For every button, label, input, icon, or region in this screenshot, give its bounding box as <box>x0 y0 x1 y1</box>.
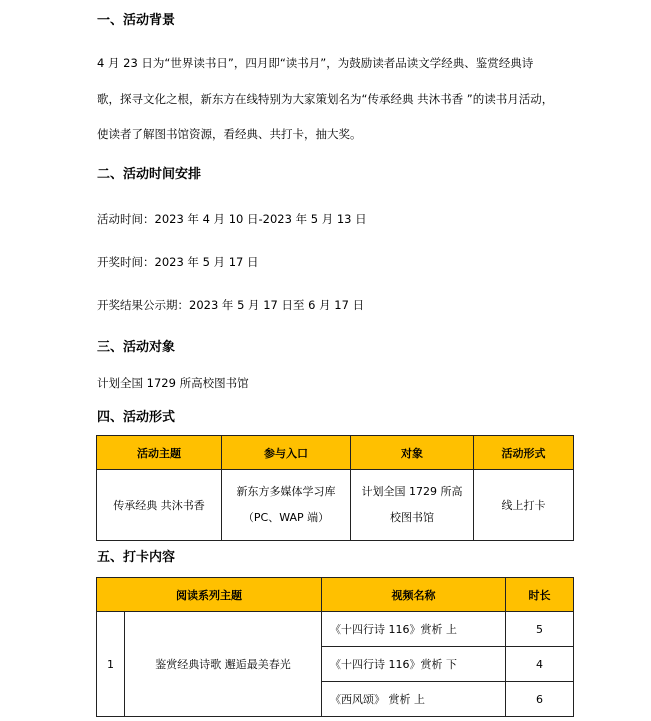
section-heading-schedule: 二、活动时间安排 <box>97 167 202 182</box>
target-line-2: 校图书馆 <box>390 511 434 524</box>
cell-video-name: 《十四行诗 116》赏析 下 <box>322 647 506 682</box>
table-row <box>97 612 574 647</box>
header-theme: 活动主题 <box>97 436 222 470</box>
cell-entry <box>222 470 351 541</box>
draw-time-text: 开奖时间：2023 年 5 月 17 日 <box>97 255 259 269</box>
header-format: 活动形式 <box>474 436 574 470</box>
activity-format-table <box>96 435 574 541</box>
checkin-content-table <box>96 577 574 717</box>
table-row <box>97 470 574 541</box>
cell-theme: 传承经典 共沐书香 <box>97 470 222 541</box>
cell-target <box>351 470 474 541</box>
entry-line-2: （PC、WAP 端） <box>242 511 330 524</box>
cell-duration: 6 <box>506 682 574 717</box>
table-header-row <box>97 578 574 612</box>
section-heading-target: 三、活动对象 <box>97 340 176 355</box>
section-heading-format: 四、活动形式 <box>97 410 176 425</box>
cell-duration: 5 <box>506 612 574 647</box>
activity-time-text: 活动时间：2023 年 4 月 10 日-2023 年 5 月 13 日 <box>97 212 367 226</box>
cell-series-theme: 鉴赏经典诗歌 邂逅最美春光 <box>125 612 322 717</box>
header-series-theme: 阅读系列主题 <box>97 578 322 612</box>
background-paragraph-line-3: 使读者了解图书馆资源，看经典、共打卡，抽大奖。 <box>97 127 362 141</box>
publicity-period-text: 开奖结果公示期：2023 年 5 月 17 日至 6 月 17 日 <box>97 298 365 312</box>
header-entry: 参与入口 <box>222 436 351 470</box>
entry-line-1: 新东方多媒体学习库 <box>236 485 336 498</box>
table-header-row <box>97 436 574 470</box>
header-video-name: 视频名称 <box>322 578 506 612</box>
background-paragraph-line-1: 4 月 23 日为“世界读书日”，四月即“读书月”，为鼓励读者品读文学经典、鉴赏经典诗 <box>97 56 534 70</box>
cell-video-name: 《西风颂》 赏析 上 <box>322 682 506 717</box>
header-duration: 时长 <box>506 578 574 612</box>
target-text: 计划全国 1729 所高校图书馆 <box>97 376 249 390</box>
cell-video-name: 《十四行诗 116》赏析 上 <box>322 612 506 647</box>
header-target: 对象 <box>351 436 474 470</box>
background-paragraph-line-2: 歌，探寻文化之根，新东方在线特别为大家策划名为“传承经典 共沐书香 ”的读书月活动， <box>97 92 554 106</box>
section-heading-checkin-content: 五、打卡内容 <box>97 550 176 565</box>
cell-index: 1 <box>97 612 125 717</box>
cell-format: 线上打卡 <box>474 470 574 541</box>
cell-duration: 4 <box>506 647 574 682</box>
section-heading-background: 一、活动背景 <box>97 13 176 28</box>
target-line-1: 计划全国 1729 所高 <box>361 485 463 498</box>
